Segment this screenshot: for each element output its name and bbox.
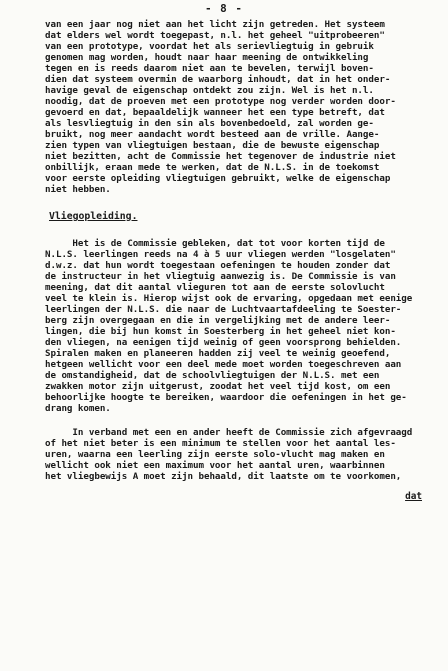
section-heading: Vliegopleiding. bbox=[49, 211, 138, 222]
text-line: drang komen. bbox=[45, 403, 111, 414]
text-line: Spiralen maken en planeeren hadden zij veel te weinig geoefend, bbox=[45, 348, 391, 359]
text-line: hetgeen wellicht voor een deel mede moet worden toegeschreven aan bbox=[45, 359, 402, 370]
text-line: als lesvliegtuig in den sin als bovenbedoeld, zal worden ge- bbox=[45, 118, 374, 129]
text-line: lingen, die bij hun komst in Soesterberg in het geheel niet kon- bbox=[45, 326, 396, 337]
text-line: van een prototype, voordat het als serievliegtuig in gebruik bbox=[45, 41, 374, 52]
text-line: Het is de Commissie gebleken, dat tot voor korten tijd de bbox=[45, 238, 385, 249]
text-line: bruikt, nog meer aandacht wordt besteed aan de vrille. Aange- bbox=[45, 129, 380, 140]
text-line: d.w.z. dat hun wordt toegestaan oefeningen te houden zonder dat bbox=[45, 260, 391, 271]
text-line: onbillijk, eraan mede te werken, dat de N.L.S. in de toekomst bbox=[45, 162, 380, 173]
text-line: zwakken motor zijn uitgerust, zoodat het veel tijd kost, om een bbox=[45, 381, 391, 392]
text-line: niet bezitten, acht de Commissie het tegenover de industrie niet bbox=[45, 151, 396, 162]
text-line: tegen en is reeds daarom niet aan te bevelen, terwijl boven- bbox=[45, 63, 374, 74]
text-line: uren, waarna een leerling zijn eerste solo-vlucht mag maken en bbox=[45, 449, 385, 460]
text-line: voor eerste opleiding vliegtuigen gebruikt, welke de eigenschap bbox=[45, 173, 391, 184]
text-line: meening, dat dit aantal vlieguren tot aan de eerste solovlucht bbox=[45, 282, 385, 293]
text-line: behoorlijke hoogte te bereiken, waardoor die oefeningen in het ge- bbox=[45, 392, 407, 403]
catchword: dat bbox=[405, 491, 422, 502]
text-line: de instructeur in het vliegtuig aanwezig is. De Commissie is van bbox=[45, 271, 396, 282]
text-line: leerlingen der N.L.S. die naar de Luchtvaartafdeeling te Soester- bbox=[45, 304, 402, 315]
text-line: berg zijn overgegaan en die in vergelijking met de andere leer- bbox=[45, 315, 391, 326]
text-line: dat elders wel wordt toegepast, n.l. het geheel "uitprobeeren" bbox=[45, 30, 385, 41]
page-number: - 8 - bbox=[204, 2, 244, 15]
text-line: In verband met een en ander heeft de Commissie zich afgevraagd bbox=[45, 427, 413, 438]
text-line: wellicht ook niet een maximum voor het aantal uren, waarbinnen bbox=[45, 460, 385, 471]
text-line: niet hebben. bbox=[45, 184, 111, 195]
text-line: veel te klein is. Hierop wijst ook de ervaring, opgedaan met eenige bbox=[45, 293, 413, 304]
text-line: genomen mag worden, houdt naar haar meening de ontwikkeling bbox=[45, 52, 369, 63]
text-line: den vliegen, na eenigen tijd weinig of geen voorsprong behielden. bbox=[45, 337, 402, 348]
text-line: zien typen van vliegtuigen bestaan, die de bewuste eigenschap bbox=[45, 140, 380, 151]
text-line: dien dat systeem overmin de waarborg inhoudt, dat in het onder- bbox=[45, 74, 391, 85]
text-line: de omstandigheid, dat de schoolvliegtuigen der N.L.S. met een bbox=[45, 370, 380, 381]
text-line: gevoerd en dat, bepaaldelijk wanneer het een type betreft, dat bbox=[45, 107, 385, 118]
text-line: noodig, dat de proeven met een prototype nog verder worden door- bbox=[45, 96, 396, 107]
text-line: of het niet beter is een minimum te stellen voor het aantal les- bbox=[45, 438, 396, 449]
text-line: havige geval de eigenschap ontdekt zou zijn. Wel is het n.l. bbox=[45, 85, 374, 96]
text-line: N.L.S. leerlingen reeds na 4 à 5 uur vliegen werden "losgelaten" bbox=[45, 249, 396, 260]
text-line: van een jaar nog niet aan het licht zijn getreden. Het systeem bbox=[45, 19, 385, 30]
text-line: het vliegbewijs A moet zijn behaald, dit laatste om te voorkomen, bbox=[45, 471, 402, 482]
